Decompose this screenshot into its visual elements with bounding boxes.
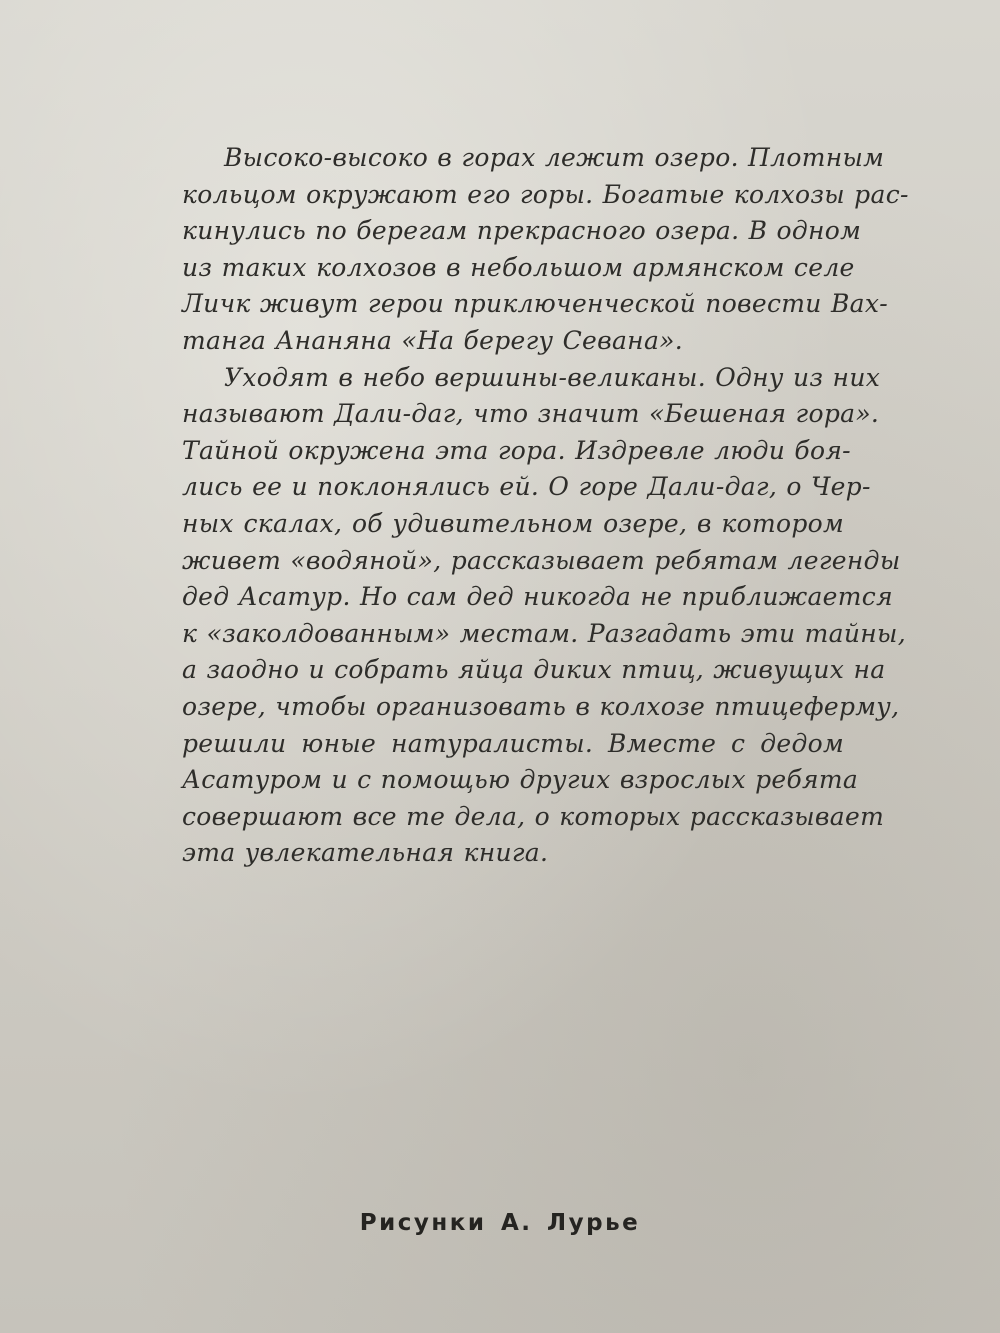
text-line: Личк живут герои приключенческой повести Вах- bbox=[182, 289, 888, 319]
text-line: а заодно и собрать яйца диких птиц, живущих на bbox=[182, 655, 886, 685]
text-line: озере, чтобы организовать в колхозе птицеферму, bbox=[182, 691, 900, 721]
text-line: кинулись по берегам прекрасного озера. В одном bbox=[182, 216, 862, 246]
text-line: танга Ананяна «На берегу Севана». bbox=[182, 325, 683, 355]
illustrator-credit: Рисунки А. Лурье bbox=[359, 1210, 641, 1236]
text-line: дед Асатур. Но сам дед никогда не приближается bbox=[182, 582, 893, 612]
text-line: лись ее и поклонялись ей. О горе Дали-даг, о Чер- bbox=[182, 472, 871, 502]
text-line: совершают все те дела, о которых рассказывает bbox=[182, 801, 885, 831]
text-line: Уходят в небо вершины-великаны. Одну из них bbox=[224, 362, 881, 392]
text-line: к «заколдованным» местам. Разгадать эти тайны, bbox=[182, 618, 906, 648]
text-line: решили юные натуралисты. Вместе с дедом bbox=[182, 728, 844, 758]
text-line: кольцом окружают его горы. Богатые колхозы рас- bbox=[182, 179, 909, 209]
text-line: Тайной окружена эта гора. Издревле люди боя- bbox=[182, 435, 851, 465]
annotation-text bbox=[182, 140, 909, 872]
text-line: Высоко-высоко в горах лежит озеро. Плотным bbox=[224, 143, 885, 172]
text-line: живет «водяной», рассказывает ребятам легенды bbox=[182, 545, 901, 575]
text-line: из таких колхозов в небольшом армянском селе bbox=[182, 252, 855, 282]
text-line: Асатуром и с помощью других взрослых ребята bbox=[182, 765, 859, 795]
text-line: ных скалах, об удивительном озере, в котором bbox=[182, 508, 844, 538]
text-line: называют Дали-даг, что значит «Бешеная гора». bbox=[182, 399, 880, 429]
text-line: эта увлекательная книга. bbox=[182, 838, 549, 868]
